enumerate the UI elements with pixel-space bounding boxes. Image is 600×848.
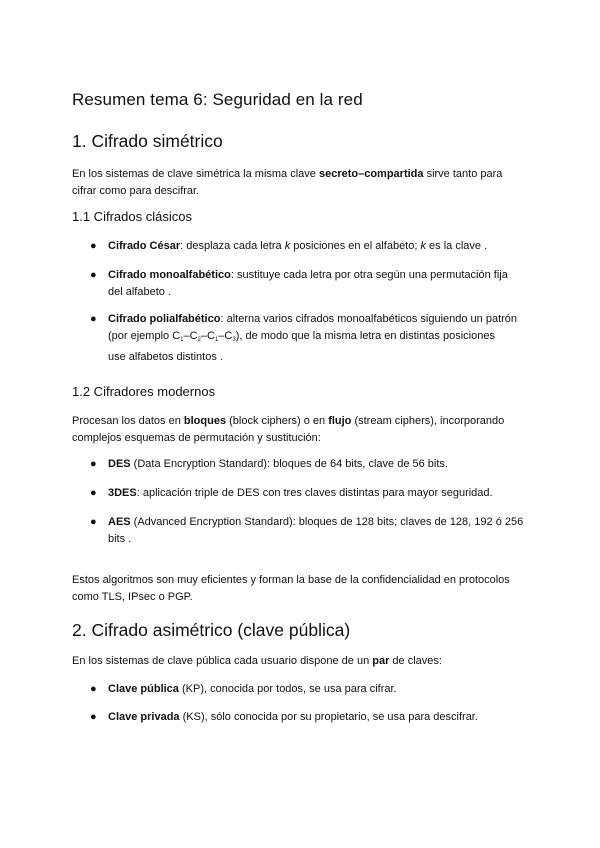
bullet-icon: ● — [90, 458, 97, 470]
list-item-polialfabetico: ● Cifrado polialfabético: alterna varios cifrados monoalfabéticos siguiendo un patrón (por ejemplo $C_1-C_2-C_1-C_3$), de modo que la misma letra en distintas posiciones use alfabetos distintos . — [90, 313, 518, 363]
subsection-1-2-closing: Estos algoritmos son muy eficientes y forman la base de la confidencialidad en protocolos como TLS, IPsec o PGP. — [72, 574, 510, 603]
bullet-icon: ● — [90, 487, 97, 499]
list-item-des: ● DES (Data Encryption Standard): bloques de 64 bits, clave de 56 bits. — [108, 456, 528, 473]
list-item-3des: ● 3DES: aplicación triple de DES con tres claves distintas para mayor seguridad. — [108, 485, 528, 502]
bullet-icon: ● — [90, 516, 97, 528]
bullet-icon: ● — [90, 240, 97, 252]
subsection-1-2-intro: Procesan los datos en bloques (block ciphers) o en flujo (stream ciphers), incorporando complejos esquemas de permutación y sustitución: — [72, 415, 505, 444]
subsection-1-2-heading: 1.2 Cifradores modernos — [72, 384, 216, 399]
bullet-icon: ● — [90, 711, 97, 723]
bullet-icon: ● — [90, 313, 97, 325]
section-1-heading: 1. Cifrado simétrico — [72, 131, 223, 151]
section-1-intro: En los sistemas de clave simétrica la misma clave secreto–compartida sirve tanto para cifrar como para descifrar. — [72, 168, 503, 197]
list-item-clave-publica: ● Clave pública (KP), conocida por todos, se usa para cifrar. — [108, 681, 528, 698]
subsection-1-1-heading: 1.1 Cifrados clásicos — [72, 209, 192, 224]
section-2-intro: En los sistemas de clave pública cada usuario dispone de un par de claves: — [72, 655, 442, 667]
bullet-icon: ● — [90, 683, 97, 695]
section-2-heading: 2. Cifrado asimétrico (clave pública) — [72, 620, 351, 640]
list-item-aes: ● AES (Advanced Encryption Standard): bloques de 128 bits; claves de 128, 192 ó 256 bits . — [90, 516, 524, 545]
bullet-icon: ● — [90, 269, 97, 281]
list-item-monoalfabetico: ● Cifrado monoalfabético: sustituye cada letra por otra según una permutación fija del alfabeto . — [90, 269, 508, 298]
document-title: Resumen tema 6: Seguridad en la red — [72, 90, 363, 109]
list-item-clave-privada: ● Clave privada (KS), sólo conocida por su propietario, se usa para descifrar. — [108, 709, 528, 726]
list-item-cesar: ● Cifrado César: desplaza cada letra k posiciones en el alfabeto; k es la clave . — [108, 238, 528, 255]
